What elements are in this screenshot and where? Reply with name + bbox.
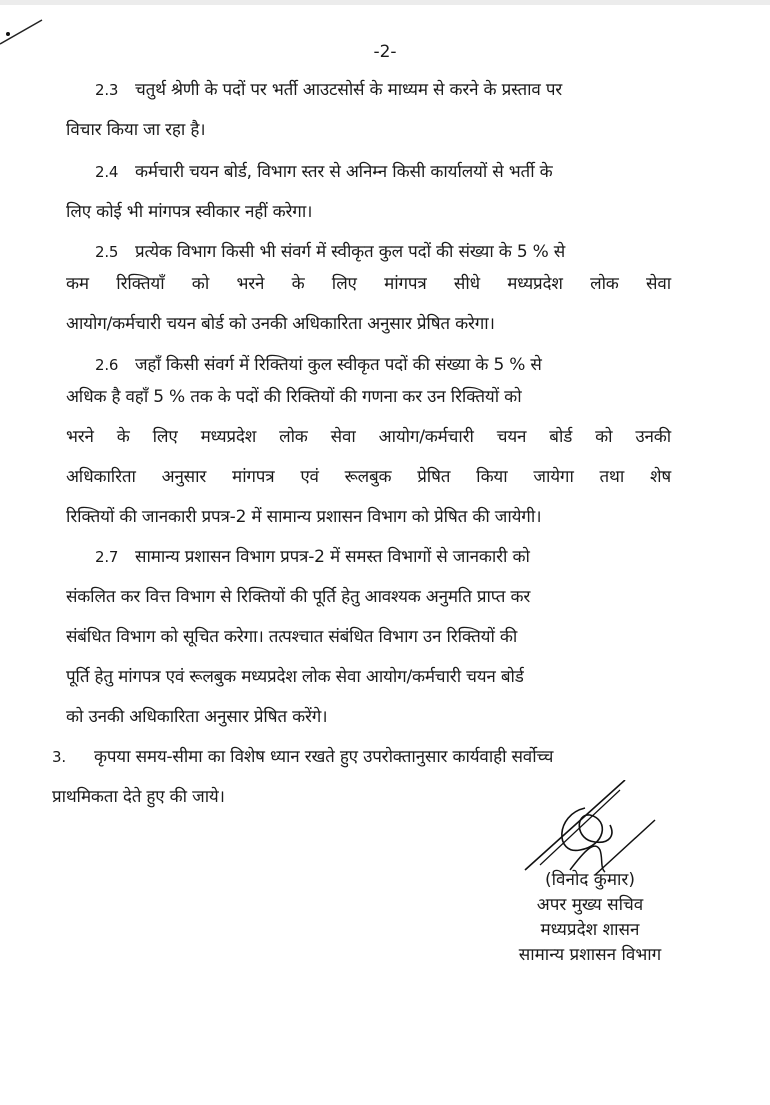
signatory-name: (विनोद कुमार) — [545, 870, 635, 890]
para-2-6-line-4: अधिकारिता अनुसार मांगपत्र एवं रूलबुक प्रेषित किया जायेगा तथा शेष — [66, 467, 671, 487]
signatory-block — [490, 868, 690, 968]
para-2-6-line-5: रिक्तियों की जानकारी प्रपत्र-2 में सामान्य प्रशासन विभाग को प्रेषित की जायेगी। — [66, 507, 542, 527]
para-number: 3. — [52, 748, 66, 766]
para-2-5-line-1: 2.5 प्रत्येक विभाग किसी भी संवर्ग में स्वीकृत कुल पदों की संख्या के 5 % से — [95, 242, 566, 262]
signatory-government: मध्यप्रदेश शासन — [540, 920, 640, 940]
para-2-4-line-2: लिए कोई भी मांगपत्र स्वीकार नहीं करेगा। — [66, 202, 313, 222]
para-number: 2.6 — [95, 356, 119, 374]
page-number: -2- — [373, 42, 397, 62]
para-number: 2.5 — [95, 243, 119, 261]
handwritten-signature — [515, 780, 695, 880]
para-2-7-line-3: संबंधित विभाग को सूचित करेगा। तत्पश्चात संबंधित विभाग उन रिक्तियों की — [66, 627, 518, 647]
para-2-5-line-2: कम रिक्तियाँ को भरने के लिए मांगपत्र सीधे मध्यप्रदेश लोक सेवा — [66, 274, 671, 294]
para-2-7-line-2: संकलित कर वित्त विभाग से रिक्तियों की पूर्ति हेतु आवश्यक अनुमति प्राप्त कर — [66, 587, 531, 607]
para-number: 2.7 — [95, 548, 119, 566]
para-3-line-1: 3. कृपया समय-सीमा का विशेष ध्यान रखते हुए उपरोक्तानुसार कार्यवाही सर्वोच्च — [52, 747, 554, 767]
signatory-department: सामान्य प्रशासन विभाग — [518, 945, 662, 965]
para-number: 2.3 — [95, 81, 119, 99]
para-2-4-line-1: 2.4 कर्मचारी चयन बोर्ड, विभाग स्तर से अनिम्न किसी कार्यालयों से भर्ती के — [95, 162, 553, 182]
para-2-6-line-2: अधिक है वहाँ 5 % तक के पदों की रिक्तियों की गणना कर उन रिक्तियों को — [66, 387, 522, 407]
para-2-6-line-3: भरने के लिए मध्यप्रदेश लोक सेवा आयोग/कर्मचारी चयन बोर्ड को उनकी — [66, 427, 671, 447]
para-2-5-line-3: आयोग/कर्मचारी चयन बोर्ड को उनकी अधिकारिता अनुसार प्रेषित करेगा। — [66, 314, 495, 334]
para-2-7-line-5: को उनकी अधिकारिता अनुसार प्रेषित करेंगे। — [66, 707, 328, 727]
para-2-3-line-2: विचार किया जा रहा है। — [66, 120, 206, 140]
para-2-7-line-1: 2.7 सामान्य प्रशासन विभाग प्रपत्र-2 में समस्त विभागों से जानकारी को — [95, 547, 530, 567]
para-2-3-line-1: 2.3 चतुर्थ श्रेणी के पदों पर भर्ती आउटसोर्स के माध्यम से करने के प्रस्ताव पर — [95, 80, 563, 100]
para-2-6-line-1: 2.6 जहाँ किसी संवर्ग में रिक्तियां कुल स्वीकृत पदों की संख्या के 5 % से — [95, 355, 542, 375]
para-2-7-line-4: पूर्ति हेतु मांगपत्र एवं रूलबुक मध्यप्रदेश लोक सेवा आयोग/कर्मचारी चयन बोर्ड — [66, 667, 524, 687]
signatory-designation: अपर मुख्य सचिव — [536, 895, 644, 915]
para-number: 2.4 — [95, 163, 119, 181]
para-3-line-2: प्राथमिकता देते हुए की जाये। — [52, 787, 225, 807]
